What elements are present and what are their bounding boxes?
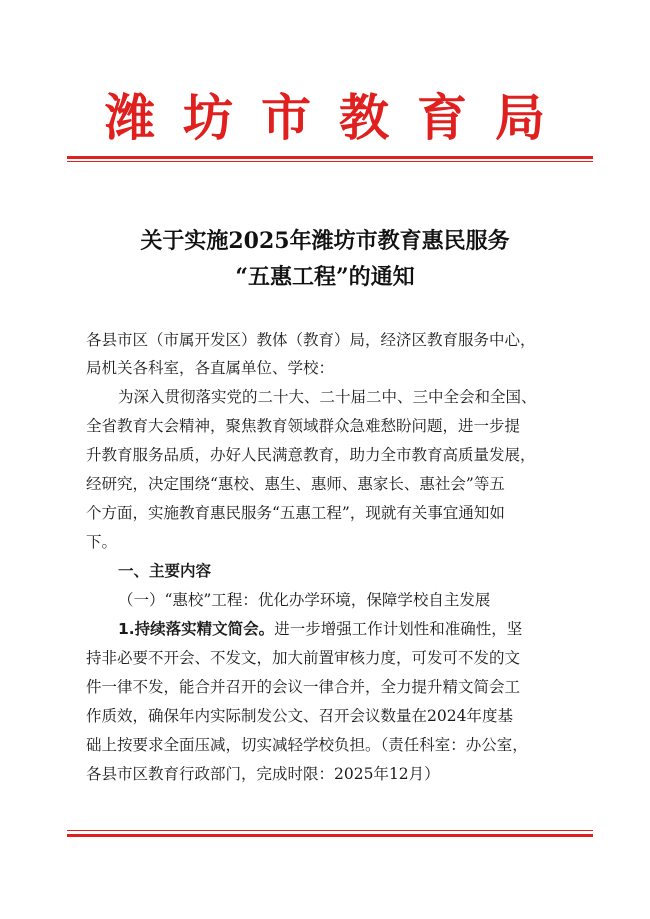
body-paragraph-line: 经研究，决定围绕“惠校、惠生、惠师、惠家长、惠社会”等五 [86, 475, 505, 493]
section-heading: 一、主要内容 [118, 562, 212, 580]
item-1-line: 持非必要不开会、不发文，加大前置审核力度，可发可不发的文 [86, 649, 521, 667]
notice-title-line-2: “五惠工程”的通知 [235, 264, 415, 290]
body-paragraph-line: 个方面，实施教育惠民服务“五惠工程”，现就有关事宜通知如 [86, 504, 505, 522]
item-1-line: 件一律不发，能合并召开的会议一律合并，全力提升精文简会工 [86, 678, 521, 696]
body-paragraph-line: 升教育服务品质，办好人民满意教育，助力全市教育高质量发展， [86, 446, 536, 464]
item-1-first-line-rest: 进一步增强工作计划性和准确性，坚 [274, 620, 523, 638]
issuing-authority-title: 潍坊市教育局 [105, 88, 573, 147]
notice-title-line-1: 关于实施2025年潍坊市教育惠民服务 [140, 228, 510, 254]
body-paragraph-line: 为深入贯彻落实党的二十大、二十届二中、三中全会和全国、 [118, 388, 537, 406]
body-paragraph-line: 全省教育大会精神，聚焦教育领域群众急难愁盼问题，进一步提 [86, 417, 521, 435]
item-1-line: 础上按要求全面压减，切实减轻学校负担。（责任科室：办公室， [86, 736, 528, 754]
item-1-line: 作质效，确保年内实际制发公文、召开会议数量在2024年度基 [86, 707, 513, 725]
header-rule-thick [67, 156, 593, 159]
item-1-line: 各县市区教育行政部门，完成时限：2025年12月） [86, 765, 440, 783]
subsection-heading: （一）“惠校”工程：优化办学环境，保障学校自主发展 [118, 591, 491, 609]
footer-rule-thick [67, 834, 593, 837]
body-paragraph-line: 下。 [86, 533, 118, 551]
header-rule-thin [67, 161, 593, 162]
recipients-line-1: 各县市区（市属开发区）教体（教育）局，经济区教育服务中心， [86, 331, 536, 349]
footer-rule-thin [67, 830, 593, 831]
item-1-title: 1.持续落实精文简会。 [118, 620, 275, 638]
recipients-line-2: 局机关各科室，各直属单位、学校： [86, 359, 335, 377]
item-1-first-line [118, 618, 568, 640]
